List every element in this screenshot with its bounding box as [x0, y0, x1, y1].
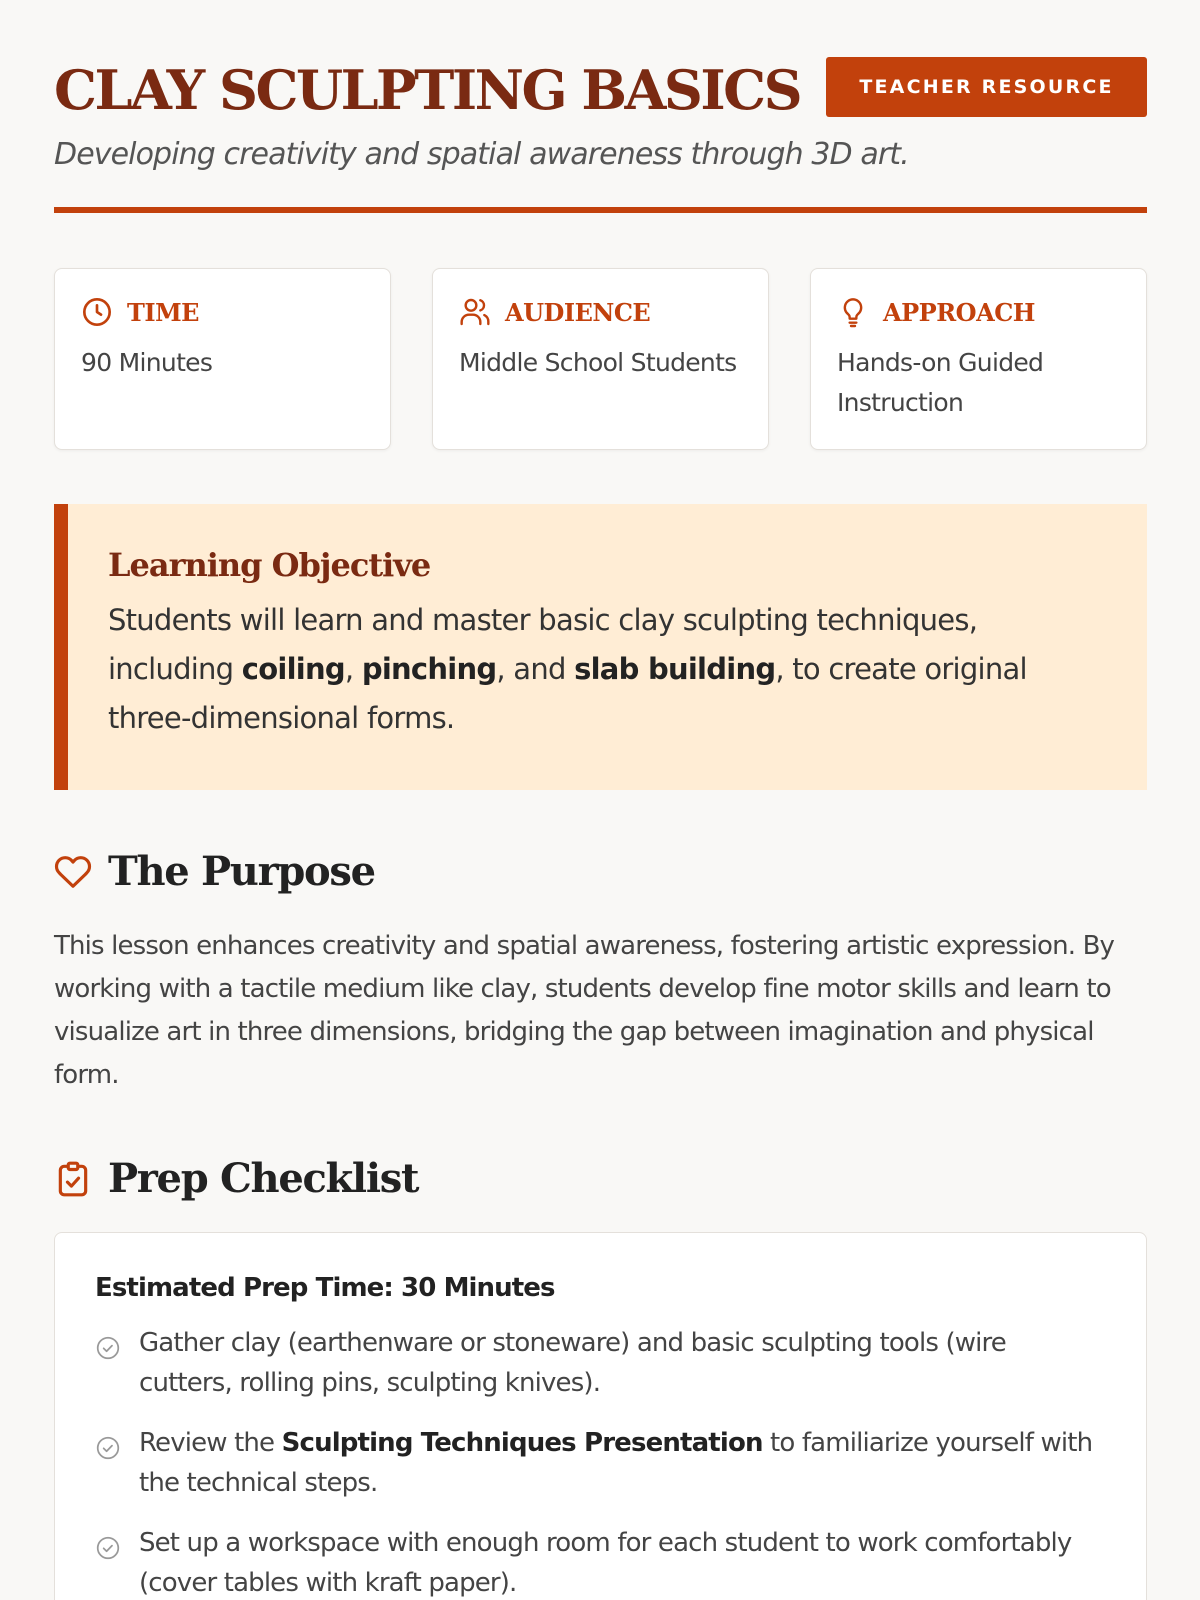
presentation-title: Sculpting Techniques Presentation [281, 1428, 763, 1458]
checklist [95, 1323, 1106, 1600]
prep-checklist-card [54, 1232, 1147, 1600]
checklist-item-text: Review the Sculpting Techniques Presentation to familiarize yourself with the technical steps. [139, 1428, 1093, 1498]
info-card-label: AUDIENCE [505, 297, 651, 327]
check-circle-icon [95, 1535, 121, 1561]
prep-time-label: Estimated Prep Time: 30 Minutes [95, 1273, 555, 1303]
learning-objective-callout [54, 504, 1147, 790]
heart-icon [54, 853, 92, 891]
objective-text: Students will learn and master basic clay sculpting techniques, including coiling, pinching, and slab building, to create original three-dimensional forms. [108, 603, 1027, 735]
checklist-item[interactable] [95, 1323, 1106, 1403]
checklist-item-text: Set up a workspace with enough room for each student to work comfortably (cover tables with kraft paper). [139, 1528, 1072, 1598]
info-card-audience [432, 268, 769, 450]
lightbulb-icon [837, 296, 869, 328]
purpose-text: This lesson enhances creativity and spatial awareness, fostering artistic expression. By working with a tactile medium like clay, students develop fine motor skills and learn to visualize art in three dimensions, bridging the gap between imagination and physical form. [54, 931, 1115, 1090]
info-card-value: Hands-on Guided Instruction [837, 348, 1044, 417]
objective-term-coiling: coiling [241, 652, 345, 686]
objective-title: Learning Objective [108, 546, 431, 584]
check-circle-icon [95, 1435, 121, 1461]
checklist-item[interactable] [95, 1423, 1106, 1503]
info-card-value: Middle School Students [459, 348, 737, 377]
page-subtitle: Developing creativity and spatial awareness through 3D art. [54, 137, 909, 172]
info-card-value: 90 Minutes [81, 348, 213, 377]
objective-term-pinching: pinching [361, 652, 497, 686]
page-header [54, 0, 1147, 214]
prep-checklist-title: Prep Checklist [108, 1155, 419, 1202]
teacher-resource-badge: TEACHER RESOURCE [826, 57, 1147, 117]
info-card-label: TIME [127, 297, 199, 327]
check-circle-icon [95, 1335, 121, 1361]
lesson-page [54, 0, 1147, 1598]
checklist-item[interactable] [95, 1523, 1106, 1600]
prep-checklist-heading [54, 1155, 418, 1202]
page-title: CLAY SCULPTING BASICS [54, 58, 801, 122]
purpose-title: The Purpose [108, 848, 375, 895]
header-divider [54, 207, 1147, 213]
purpose-heading [54, 848, 375, 895]
users-icon [459, 296, 491, 328]
clock-icon [81, 296, 113, 328]
objective-term-slab-building: slab building [574, 652, 776, 686]
checklist-item-text: Gather clay (earthenware or stoneware) and basic sculpting tools (wire cutters, rolling pins, sculpting knives). [139, 1328, 1006, 1398]
info-card-time [54, 268, 391, 450]
clipboard-check-icon [54, 1160, 92, 1198]
info-card-approach [810, 268, 1147, 450]
info-cards [54, 268, 1147, 450]
info-card-label: APPROACH [883, 297, 1035, 327]
